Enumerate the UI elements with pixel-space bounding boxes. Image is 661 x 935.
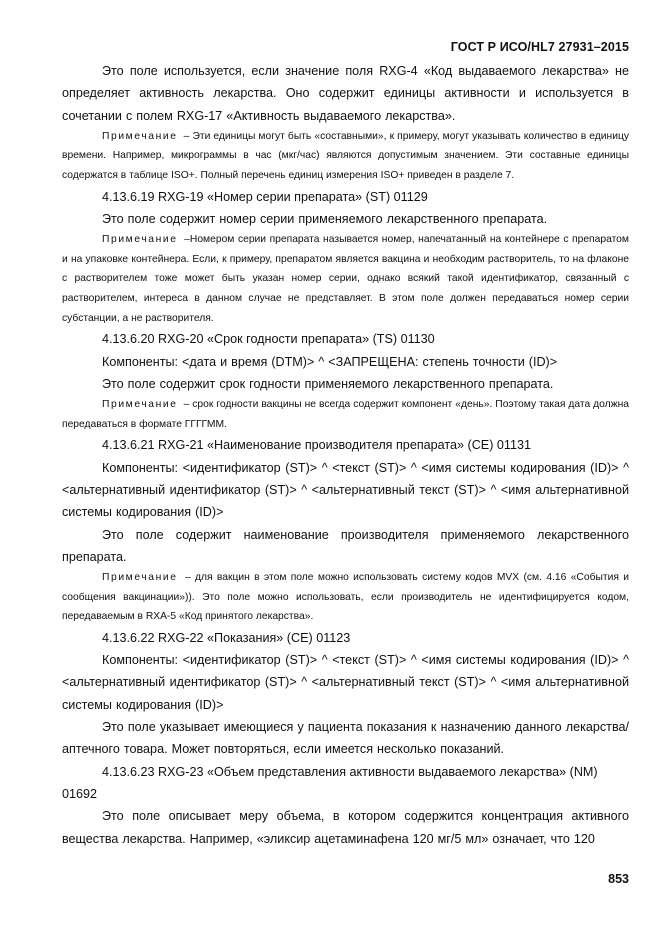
components-rxg20: Компоненты: <дата и время (DTM)> ^ <ЗАПРЕЩЕНА: степень точности (ID)> — [102, 354, 558, 369]
paragraph-rxg21-description: Это поле содержит наименование производителя применяемого лекарственного препарата. — [62, 527, 629, 564]
standard-header: ГОСТ Р ИСО/HL7 27931–2015 — [450, 40, 629, 54]
section-heading-rxg19: 4.13.6.19 RXG-19 «Номер серии препарата» (ST) 01129 — [102, 189, 428, 204]
paragraph-rxg23-description: Это поле описывает меру объема, в котором содержится концентрация активного вещества лекарства. Например, «эликсир ацетаминафена 120 мг/5 мл» означает, что 120 — [62, 809, 629, 846]
note-text: – Эти единицы могут быть «составными», к примеру, могут указывать количество в единицу времени. Например, микрограммы в час (мкг/час) являются допустимым значением. Эти составные единицы содержатся в таблице ISO+. Полный перечень единиц измерения ISO+ приведен в разделе 7. — [62, 130, 629, 182]
section-heading-rxg20: 4.13.6.20 RXG-20 «Срок годности препарата» (TS) 01130 — [102, 332, 435, 347]
note-text: – срок годности вакцины не всегда содержит компонент «день». Поэтому такая дата должна передаваться в формате ГГГГММ. — [62, 399, 629, 430]
paragraph-rxg19-description: Это поле содержит номер серии применяемого лекарственного препарата. — [102, 211, 548, 226]
page-number: 853 — [608, 872, 629, 886]
section-heading-rxg22: 4.13.6.22 RXG-22 «Показания» (CE) 01123 — [102, 630, 351, 645]
paragraph-rxg18-description: Это поле используется, если значение поля RXG-4 «Код выдаваемого лекарства» не определяет активность лекарства. Оно содержит единицы активности и используется в сочетании с полем RXG-17 «Активность выдаваемого лекарства». — [62, 64, 629, 123]
components-rxg21: Компоненты: <идентификатор (ST)> ^ <текст (ST)> ^ <имя системы кодирования (ID)> ^ <альтернативный идентификатор (ST)> ^ <альтернативный текст (ST)> ^ <имя альтернативной системы кодирования (ID)> — [62, 460, 629, 520]
note-manufacturer — [62, 568, 629, 627]
page-content — [62, 60, 629, 850]
note-text: –Номером серии препарата называется номер, напечатанный на контейнере с препаратом и на упаковке контейнера. Если, к примеру, препаратом является вакцина и необходим растворитель, то на флаконе с растворителем тоже может быть указан номер серии, однако всякий такой идентификатор, связанный с растворителем, интереса в данном случае не представляет. В этом поле должен передаваться номер серии субстанции, а не растворителя. — [62, 234, 629, 324]
section-heading-rxg23: 4.13.6.23 RXG-23 «Объем представления активности выдаваемого лекарства» (NM) 01692 — [62, 764, 598, 801]
section-heading-rxg21: 4.13.6.21 RXG-21 «Наименование производителя препарата» (CE) 01131 — [102, 438, 531, 453]
note-units — [62, 127, 629, 186]
note-label: Примечание — [102, 234, 178, 246]
components-rxg22: Компоненты: <идентификатор (ST)> ^ <текст (ST)> ^ <имя системы кодирования (ID)> ^ <альтернативный идентификатор (ST)> ^ <альтернативный текст (ST)> ^ <имя альтернативной системы кодирования (ID)> — [62, 653, 629, 712]
paragraph-rxg22-description: Это поле указывает имеющиеся у пациента показания к назначению данного лекарства/аптечного товара. Может повторяться, если имеется несколько показаний. — [62, 720, 629, 757]
note-lot-number — [62, 230, 629, 328]
note-label: Примечание — [102, 130, 178, 142]
paragraph-rxg20-description: Это поле содержит срок годности применяемого лекарственного препарата. — [102, 376, 554, 391]
note-label: Примечание — [102, 399, 178, 411]
note-text: – для вакцин в этом поле можно использовать систему кодов MVX (см. 4.16 «События и сообщения вакцинации»)). Это поле можно использовать, если производитель не идентифицируется кодом, передаваемым в RXA-5 «Код принятого лекарства». — [62, 572, 629, 623]
note-expiration — [62, 395, 629, 434]
note-label: Примечание — [102, 572, 178, 584]
